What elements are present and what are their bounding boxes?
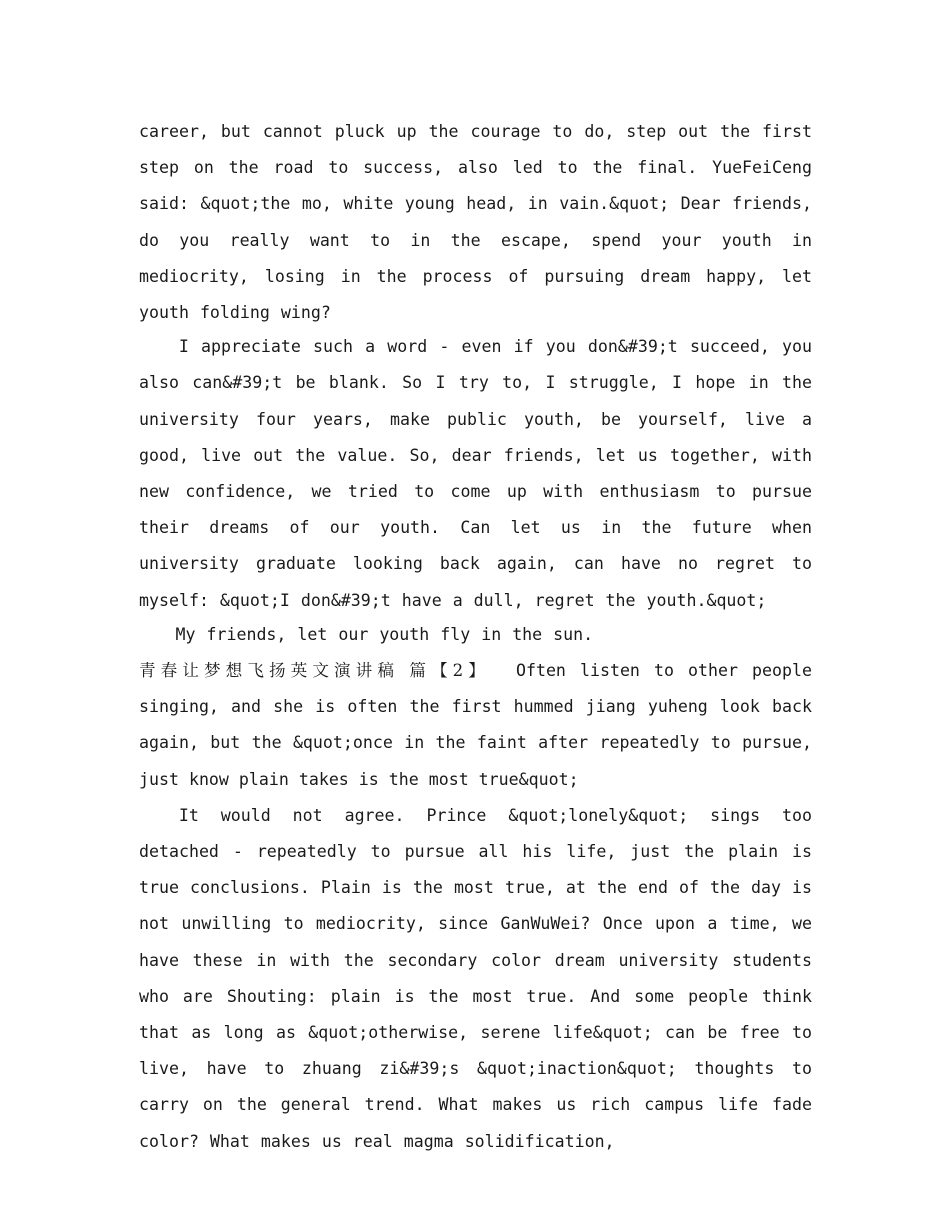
paragraph-career: career, but cannot pluck up the courage to do, step out the first step on the road to success, also led to the final. YueFeiCeng said: &quot;the mo, white young head, in vain.&quot; Dear friends, do you really want to in the escape, spend your youth in mediocrity, losing in the process of pursuing dream happy, let youth folding wing?: [139, 122, 812, 323]
section-2-opening: [139, 653, 812, 798]
paragraph-friends-youth: My friends, let our youth fly in the sun.: [175, 624, 594, 644]
section-heading: 青春让梦想飞扬英文演讲稿 篇【2】: [139, 661, 490, 681]
section-2-first-paragraph: Often listen to other people singing, and she is often the first hummed jiang yuheng look back again, but the &quot;once in the faint after repeatedly to pursue, just know plain takes is the most true&quot;: [139, 661, 812, 789]
paragraph-appreciate: I appreciate such a word - even if you don&#39;t succeed, you also can&#39;t be blank. So I try to, I struggle, I hope in the university four years, make public youth, be yourself, live a good, live out the value. So, dear friends, let us together, with new confidence, we tried to come up with enthusiasm to pursue their dreams of our youth. Can let us in the future when university graduate looking back again, can have no regret to myself: &quot;I don&#39;t have a dull, regret the youth.&quot;: [139, 337, 812, 610]
document-body: [139, 114, 812, 1160]
paragraph-would-not-agree: It would not agree. Prince &quot;lonely&quot; sings too detached - repeatedly to pursue all his life, just the plain is true conclusions. Plain is the most true, at the end of the day is not unwilling to mediocrity, since GanWuWei? Once upon a time, we have these in with the secondary color dream university students who are Shouting: plain is the most true. And some people think that as long as &quot;otherwise, serene life&quot; can be free to live, have to zhuang zi&#39;s &quot;inaction&quot; thoughts to carry on the general trend. What makes us rich campus life fade color? What makes us real magma solidification,: [139, 805, 812, 1151]
